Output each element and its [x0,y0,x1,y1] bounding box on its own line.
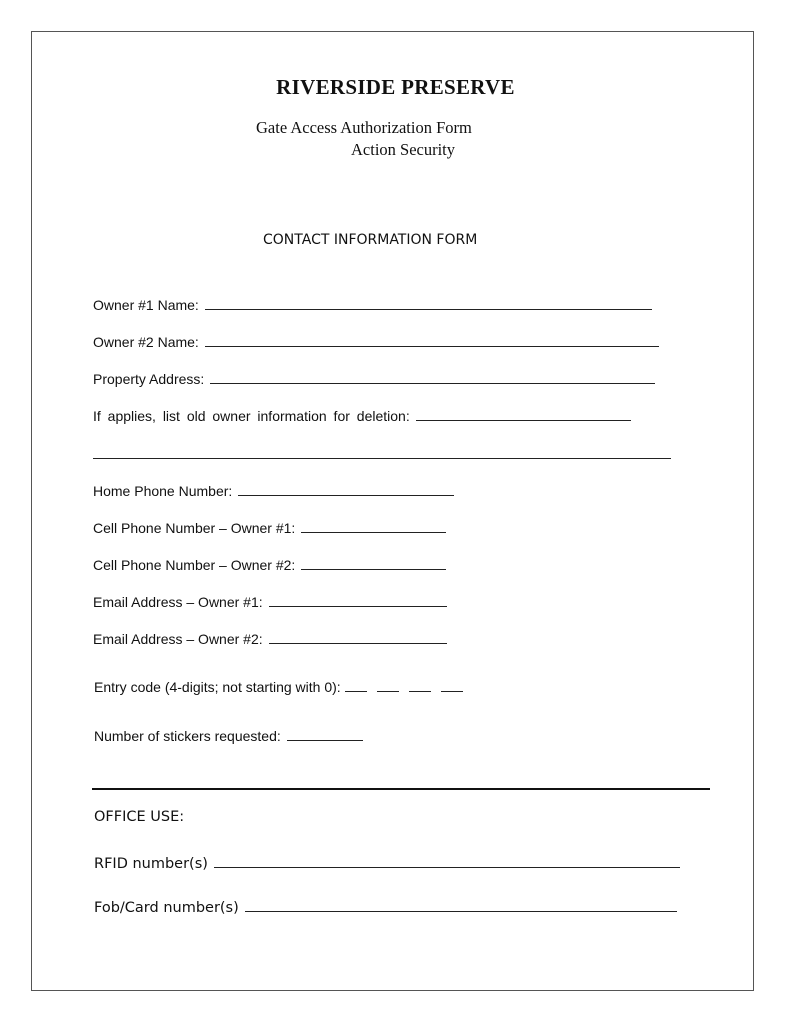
entry-code-digit-1[interactable] [345,677,367,692]
entry-code-row [94,677,463,695]
entry-code-digit-3[interactable] [409,677,431,692]
email-owner1-label: Email Address – Owner #1: [93,594,263,610]
entry-code-digit-2[interactable] [377,677,399,692]
home-phone-field[interactable] [238,481,454,496]
stickers-row [94,726,363,744]
email-owner1-row [93,592,447,610]
rfid-row [94,853,680,872]
entry-code-label: Entry code (4-digits; not starting with 0): [94,679,341,695]
section-title: CONTACT INFORMATION FORM [263,232,478,248]
company-name: Action Security [351,140,456,159]
old-owner-field-line2[interactable] [93,458,671,459]
stickers-label: Number of stickers requested: [94,728,281,744]
office-use-heading: OFFICE USE: [94,809,185,825]
cell-owner2-label: Cell Phone Number – Owner #2: [93,557,296,573]
owner2-name-row [93,332,659,350]
old-owner-label: If applies, list old owner information for deletion: [93,408,410,424]
form-subtitle: Gate Access Authorization Form [256,118,472,137]
entry-code-digit-4[interactable] [441,677,463,692]
cell-owner1-row [93,518,446,536]
owner2-name-field[interactable] [205,332,659,347]
stickers-field[interactable] [287,726,363,741]
cell-owner2-field[interactable] [301,555,446,570]
owner2-name-label: Owner #2 Name: [93,334,199,350]
old-owner-row [93,406,631,424]
rfid-field[interactable] [214,853,680,868]
cell-owner1-field[interactable] [301,518,446,533]
owner1-name-row [93,295,652,313]
property-address-label: Property Address: [93,371,205,387]
cell-owner2-row [93,555,446,573]
fob-row [94,897,677,916]
fob-label: Fob/Card number(s) [94,900,239,916]
rfid-label: RFID number(s) [94,856,208,872]
home-phone-row [93,481,454,499]
old-owner-field[interactable] [416,406,631,421]
owner1-name-label: Owner #1 Name: [93,297,199,313]
property-address-field[interactable] [210,369,655,384]
office-use-divider [92,788,710,790]
home-phone-label: Home Phone Number: [93,483,233,499]
email-owner2-label: Email Address – Owner #2: [93,631,263,647]
page-border [31,31,754,991]
owner1-name-field[interactable] [205,295,652,310]
cell-owner1-label: Cell Phone Number – Owner #1: [93,520,296,536]
property-address-row [93,369,655,387]
document-title: RIVERSIDE PRESERVE [276,75,515,99]
fob-field[interactable] [245,897,677,912]
email-owner1-field[interactable] [269,592,447,607]
email-owner2-field[interactable] [269,629,447,644]
email-owner2-row [93,629,447,647]
